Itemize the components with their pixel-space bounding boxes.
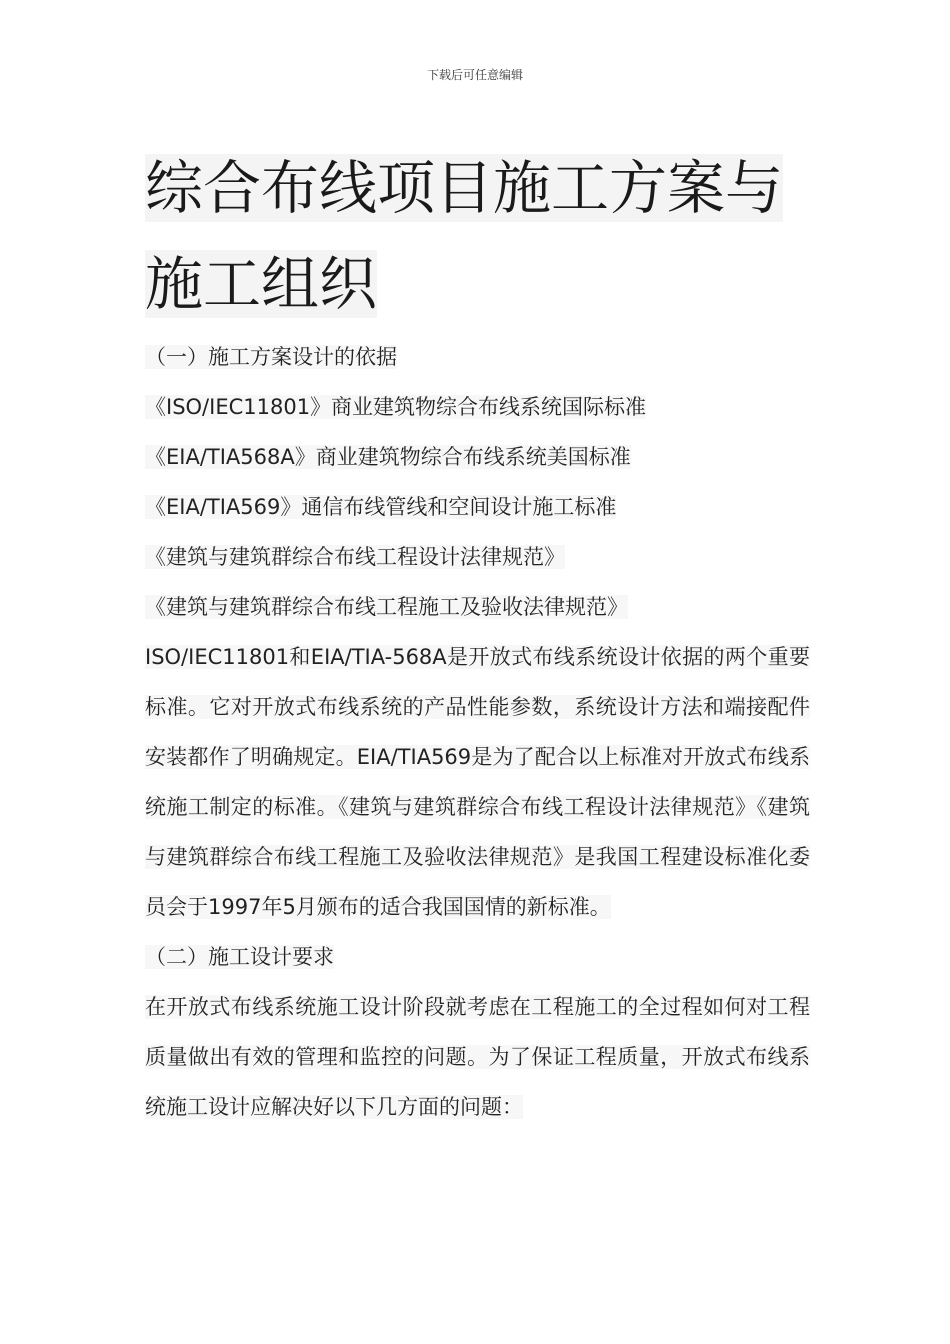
section-heading-basis bbox=[145, 332, 810, 382]
page-header bbox=[0, 66, 950, 83]
document-title-text: 综合布线项目施工方案与施工组织 bbox=[145, 154, 784, 318]
document-title bbox=[145, 140, 810, 332]
standard-item-text: 《ISO/IEC11801》商业建筑物综合布线系统国际标准 bbox=[145, 395, 647, 419]
standard-item bbox=[145, 482, 810, 532]
header-note: 下载后可任意编辑 bbox=[426, 68, 523, 82]
paragraph-standards-explanation-text: ISO/IEC11801和EIA/TIA-568A是开放式布线系统设计依据的两个重要标准。它对开放式布线系统的产品性能参数，系统设计方法和端接配件安装都作了明确规定。EIA/TIA569是为了配合以上标准对开放式布线系统施工制定的标准。《建筑与建筑群综合布线工程设计法律规范》《建筑与建筑群综合布线工程施工及验收法律规范》是我国工程建设标准化委员会于1997年5月颁布的适合我国国情的新标准。 bbox=[145, 645, 810, 919]
standard-item-text: 《EIA/TIA569》通信布线管线和空间设计施工标准 bbox=[145, 495, 617, 519]
standard-item bbox=[145, 382, 810, 432]
section-heading-basis-text: （一）施工方案设计的依据 bbox=[145, 345, 397, 369]
standard-item-text: 《建筑与建筑群综合布线工程施工及验收法律规范》 bbox=[145, 595, 628, 619]
document-body bbox=[145, 140, 810, 1132]
section-heading-requirements bbox=[145, 932, 810, 982]
standard-item-text: 《EIA/TIA568A》商业建筑物综合布线系统美国标准 bbox=[145, 445, 631, 469]
standard-item-text: 《建筑与建筑群综合布线工程设计法律规范》 bbox=[145, 545, 565, 569]
standard-item bbox=[145, 532, 810, 582]
paragraph-standards-explanation bbox=[145, 632, 810, 932]
standard-item bbox=[145, 432, 810, 482]
paragraph-requirements-text: 在开放式布线系统施工设计阶段就考虑在工程施工的全过程如何对工程质量做出有效的管理和监控的问题。为了保证工程质量，开放式布线系统施工设计应解决好以下几方面的问题： bbox=[145, 995, 810, 1119]
paragraph-requirements bbox=[145, 982, 810, 1132]
section-heading-requirements-text: （二）施工设计要求 bbox=[145, 945, 334, 969]
standard-item bbox=[145, 582, 810, 632]
